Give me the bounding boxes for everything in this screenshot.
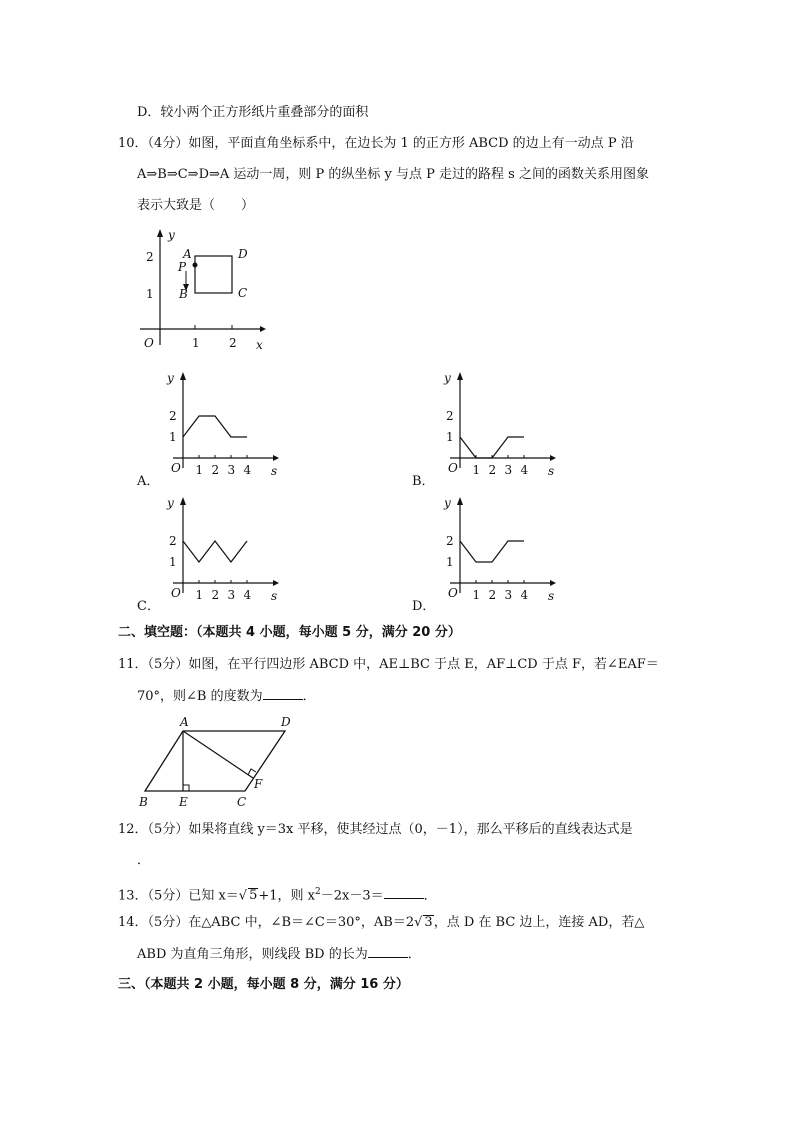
series-line [183,416,247,437]
sqrt-icon: √ [238,888,248,904]
q11-label-e: E [179,795,188,809]
q11-label-d: D [281,715,291,729]
origin-label: O [448,461,458,475]
q13-sqrt: 5 [249,888,258,904]
q10-line2: A⇒B⇒C⇒D⇒A 运动一周，则 P 的纵坐标 y 与点 P 走过的路程 s 之间的函数关系用图象 [137,167,649,182]
q9-option-d: D．较小两个正方形纸片重叠部分的面积 [137,105,369,120]
q11-label-c: C [237,795,247,809]
series-line [460,437,524,458]
fig-label-c: C [238,286,248,300]
origin-label: O [171,461,181,475]
origin-label: O [448,586,458,600]
q13-prefix: 13．（5分）已知 x＝ [118,888,239,904]
y-tick-label: 2 [169,409,177,423]
x-axis-arrow-icon [550,455,556,461]
option-a-label[interactable]: A． [137,474,160,489]
q12-line2-end: ． [137,853,151,868]
q10-line3: 表示大致是（ ） [137,198,255,213]
y-tick-label: 1 [446,430,454,444]
fig-label-d: D [238,247,248,261]
sqrt-icon: √ [414,915,423,930]
q11-line2 [137,687,316,706]
q14-line2-text: ABD 为直角三角形，则线段 BD 的长为 [137,947,368,962]
q14-answer-blank[interactable] [368,945,408,958]
option-d-graph[interactable] [432,495,562,605]
fig-tick-y2: 2 [146,250,154,264]
origin-label: O [171,586,181,600]
axis-label-s: s [548,464,555,478]
y-axis-arrow-icon [457,497,463,505]
y-axis-arrow-icon [180,497,186,505]
axis-label-s: s [548,589,555,603]
x-tick-label: 1 [472,463,481,477]
option-b-label[interactable]: B． [412,474,435,489]
axis-label-y: y [167,496,174,510]
fig-tick-x1: 1 [192,336,200,350]
x-tick-label: 2 [488,463,497,477]
x-tick-label: 4 [243,588,252,602]
x-tick-label: 4 [243,463,252,477]
square-abcd [195,256,232,293]
q13-mid: +1，则 x [258,888,315,904]
axis-label-y: y [444,496,451,510]
x-tick-label: 2 [211,463,220,477]
q13-answer-blank[interactable] [384,886,424,899]
series-line [183,541,247,562]
q11-answer-blank[interactable] [263,687,303,700]
q13-end: ． [423,888,437,904]
series-line [460,541,524,562]
y-axis-arrow-icon [157,229,163,237]
axis-label-y: y [167,371,174,385]
q12-line2 [137,852,150,870]
x-axis-arrow-icon [260,326,266,332]
q14-line2 [137,945,421,964]
section2-title: 二、填空题：（本题共 4 小题，每小题 5 分，满分 20 分） [118,625,461,640]
x-axis-arrow-icon [273,455,279,461]
y-tick-label: 1 [169,555,177,569]
x-tick-label: 4 [520,463,529,477]
q14-line2-end: ． [407,947,421,962]
q10-number: 10． [118,136,148,151]
option-a-graph[interactable] [155,370,285,480]
x-tick-label: 1 [472,588,481,602]
x-tick-label: 4 [520,588,529,602]
q11-line1: 11．（5分）如图，在平行四边形 ABCD 中，AE⊥BC 于点 E，AF⊥CD 于点 F，若∠EAF＝ [118,657,659,672]
q12-line1: 12．（5分）如果将直线 y＝3x 平移，使其经过点（0，－1），那么平移后的直线表达式是 [118,822,633,837]
x-tick-label: 1 [195,588,204,602]
option-c-graph[interactable] [155,495,285,605]
parallelogram-abcd [145,731,285,791]
x-tick-label: 2 [488,588,497,602]
q11-line2-text: 70°，则∠B 的度数为 [137,689,263,704]
q13-line [118,883,437,905]
option-b-graph[interactable] [432,370,562,480]
fig-label-b: B [179,287,188,301]
option-c-label[interactable]: C． [137,599,160,614]
x-tick-label: 1 [195,463,204,477]
x-tick-label: 3 [504,463,513,477]
axis-label-y: y [444,371,451,385]
right-angle-f-icon [248,769,256,775]
q11-line2-end: ． [302,689,316,704]
x-tick-label: 3 [227,463,236,477]
right-angle-e-icon [183,785,189,791]
q10-score: （4分） [147,136,189,151]
fig-tick-x2: 2 [229,336,237,350]
segment-af [183,731,253,778]
q11-figure [135,713,305,813]
q13-sup: 2 [315,887,321,897]
q10-text-line1: 如图，平面直角坐标系中，在边长为 1 的正方形 ABCD 的边上有一动点 P 沿 [188,136,634,151]
y-axis-arrow-icon [180,372,186,380]
q11-label-b: B [139,795,148,809]
q11-label-a: A [180,715,189,729]
q10-figure [130,225,275,355]
x-axis-arrow-icon [550,580,556,586]
fig-label-a: A [183,247,192,261]
x-tick-label: 2 [211,588,220,602]
x-tick-label: 3 [227,588,236,602]
x-axis-arrow-icon [273,580,279,586]
q13-suffix: －2x－3＝ [320,888,384,904]
y-tick-label: 1 [446,555,454,569]
option-d-label[interactable]: D． [412,599,436,614]
q11-label-f: F [254,777,263,791]
fig-origin: O [144,336,154,350]
q10-line1 [118,135,634,153]
point-p-dot [193,263,198,268]
q14-prefix: 14．（5分）在△ABC 中，∠B＝∠C＝30°，AB＝2 [118,915,415,930]
fig-tick-y1: 1 [146,287,154,301]
x-tick-label: 3 [504,588,513,602]
q14-sqrt: 3 [424,915,433,930]
q14-line1 [118,914,644,932]
y-axis-arrow-icon [457,372,463,380]
section3-title: 三、（本题共 2 小题，每小题 8 分，满分 16 分） [118,977,409,992]
fig-y-label: y [168,228,175,242]
axis-label-s: s [271,464,278,478]
axis-label-s: s [271,589,278,603]
y-tick-label: 1 [169,430,177,444]
fig-x-label: x [256,338,263,352]
q14-suffix: ，点 D 在 BC 边上，连接 AD，若△ [433,915,645,930]
y-tick-label: 2 [446,409,454,423]
y-tick-label: 2 [446,534,454,548]
fig-label-p: P [178,260,187,274]
y-tick-label: 2 [169,534,177,548]
